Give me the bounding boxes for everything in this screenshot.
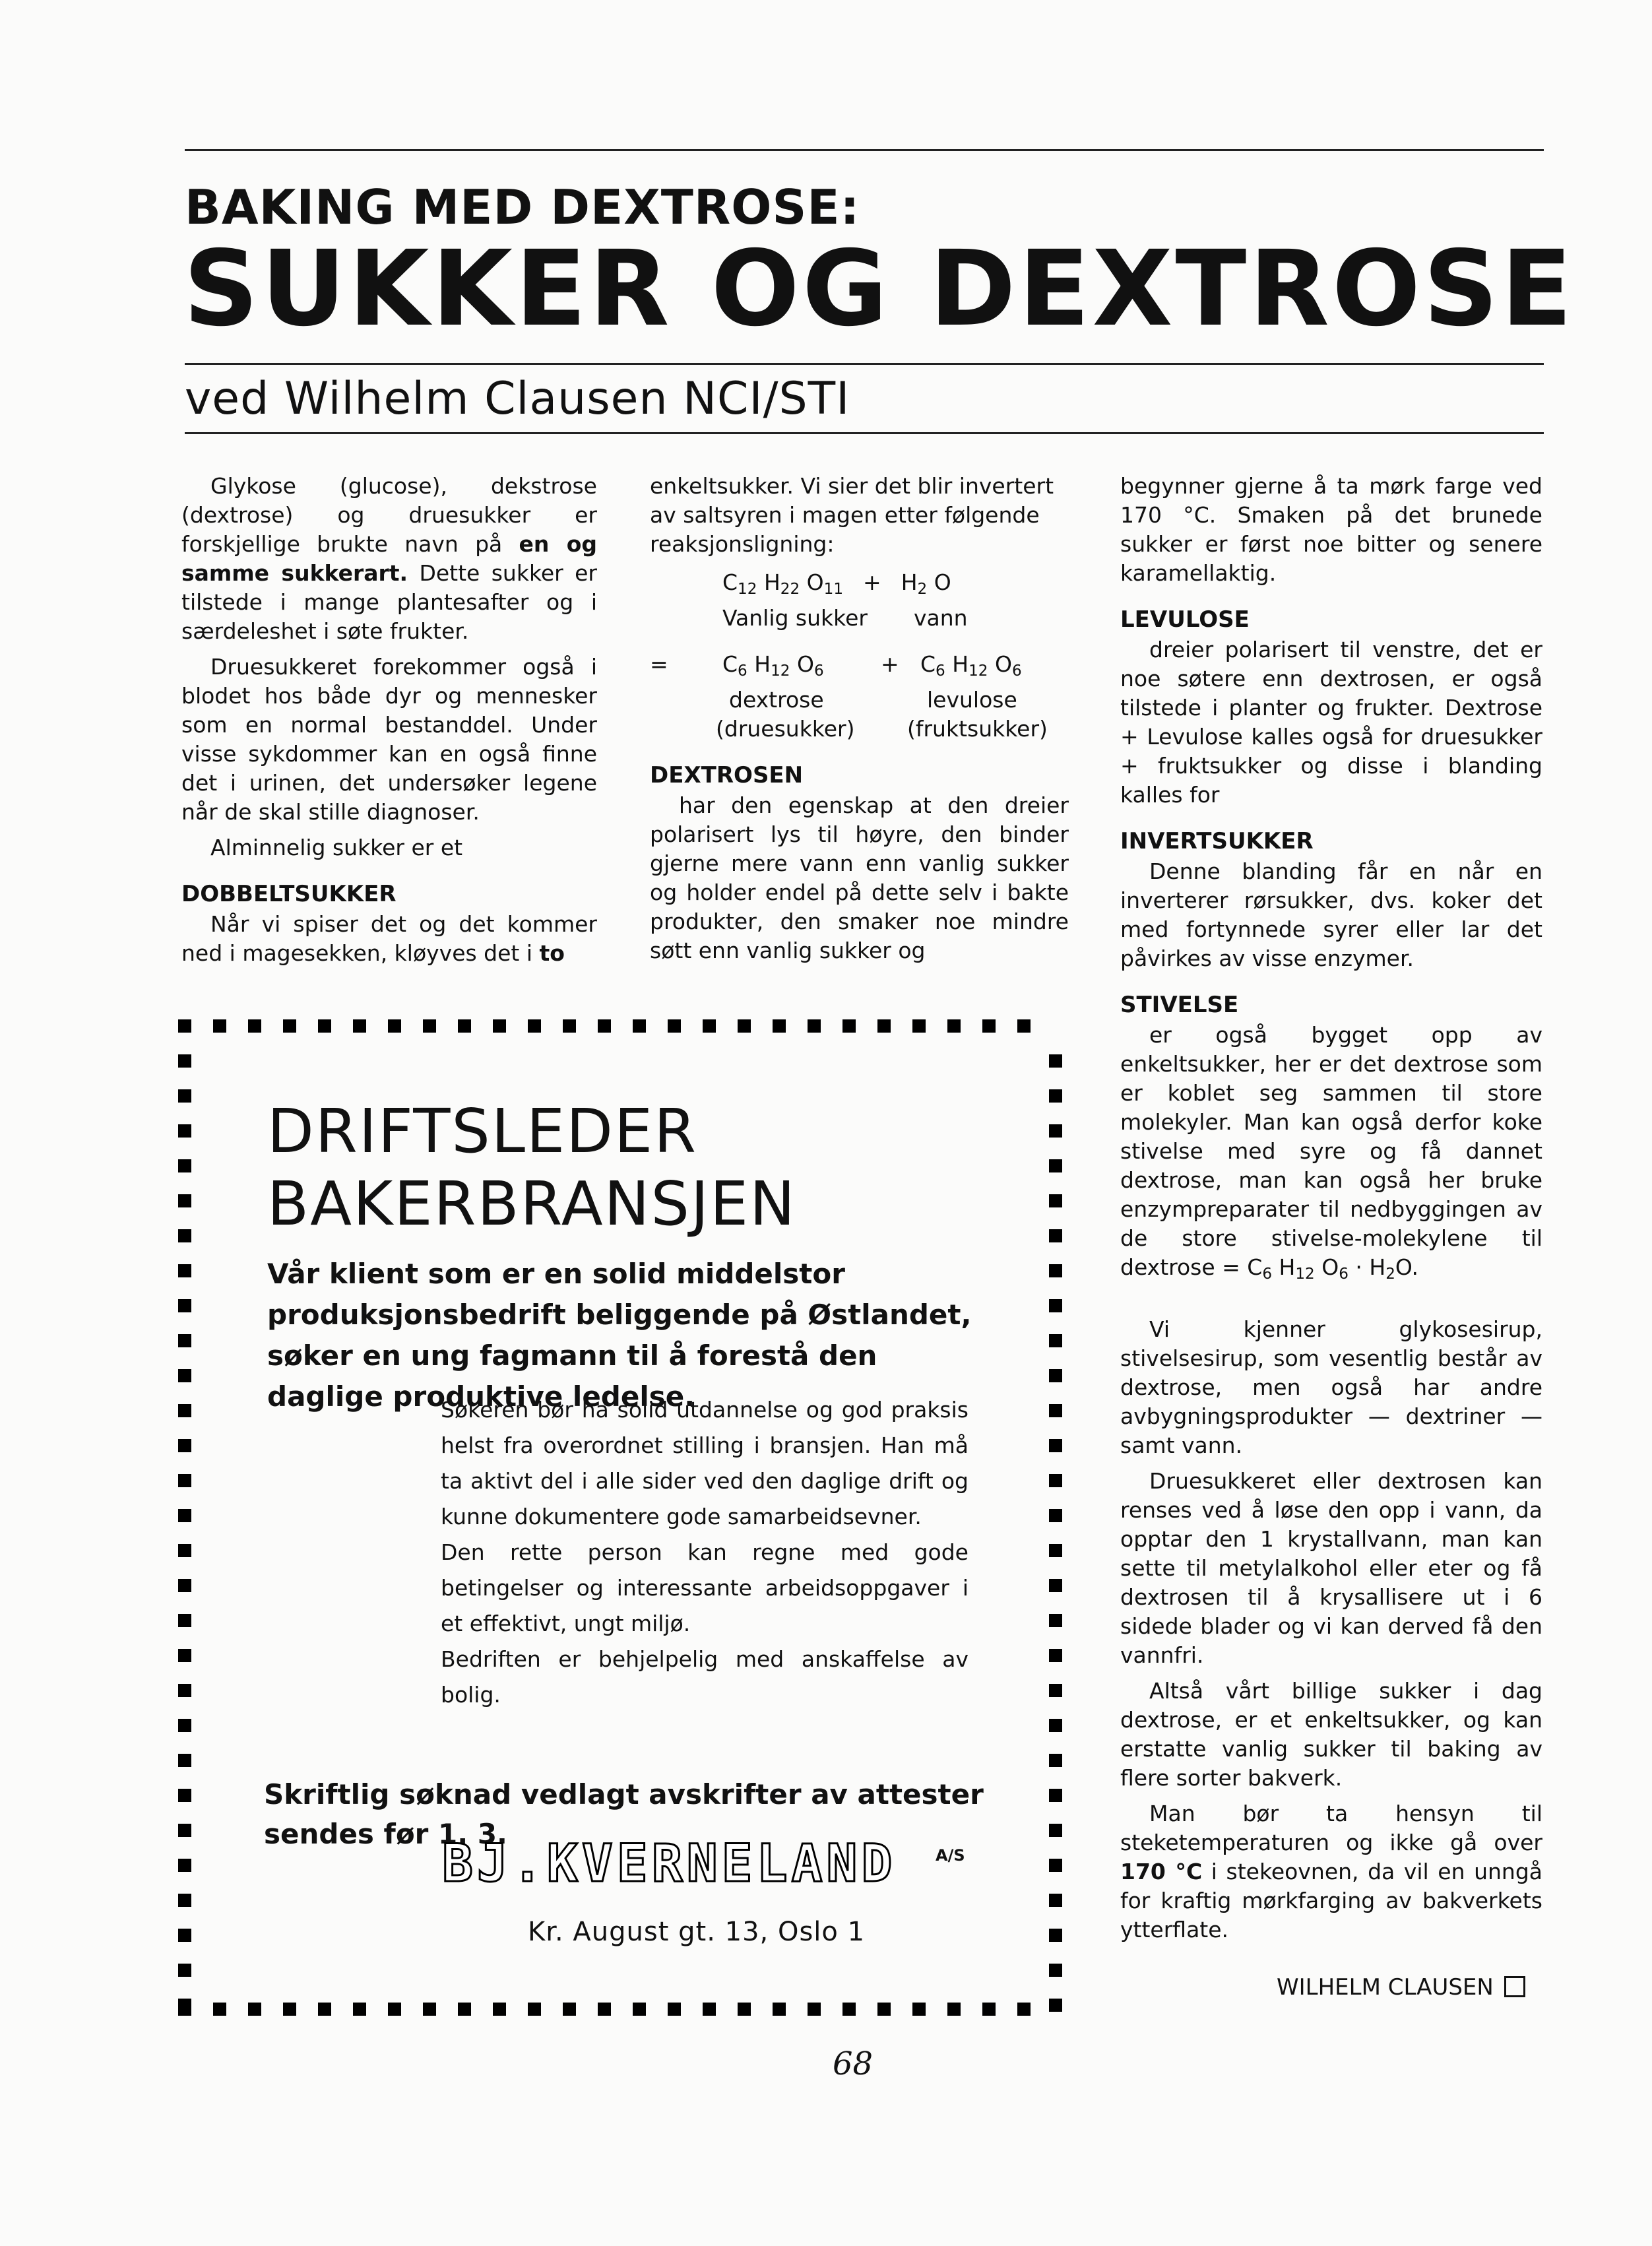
frame-dot [178, 1054, 191, 1068]
frame-dot [388, 2003, 401, 2016]
frame-dot [1049, 1369, 1062, 1382]
equation-labels: dextrose levulose [729, 686, 1017, 713]
frame-dot [1049, 1894, 1062, 1907]
frame-dot [178, 1859, 191, 1872]
paragraph: Alminnelig sukker er et [210, 835, 463, 860]
frame-dot [668, 2003, 681, 2016]
frame-dot [1049, 1334, 1062, 1347]
frame-dot [178, 1754, 191, 1767]
ad-lead: Vår klient som er en solid middelstor produksjonsbedrift beliggende på Østlandet, søker en ung fagmann til å forestå den daglige produktive ledelse. [267, 1258, 972, 1413]
frame-dot [982, 1019, 996, 1033]
frame-dot [458, 2003, 471, 2016]
frame-dot [178, 1684, 191, 1697]
frame-dot [773, 1019, 786, 1033]
frame-dot [1017, 1019, 1031, 1033]
frame-dot [178, 1964, 191, 1977]
frame-dot [877, 1019, 891, 1033]
paragraph: er også bygget opp av enkeltsukker, her er det dextrose som er koblet seg sammen til store molekyler. Man kan også derfor koke stivelse med syre og få dannet dextrose, man kan også her bruke enzympreparater til nedbyggingen av de store stivelse-molekylene til dextrose = $C_6$ $H_{12}$ $O_6 \cdot H_2O$. [1120, 1022, 1542, 1283]
end-mark-icon [1504, 1976, 1525, 1997]
ad-body [441, 1392, 969, 1713]
paragraph: enkeltsukker. Vi sier det blir invertert av saltsyren i magen etter følgende reaksjonsligning: [650, 473, 1054, 557]
frame-dot [1049, 1964, 1062, 1977]
frame-dot [1049, 1579, 1062, 1592]
frame-dot [912, 2003, 926, 2016]
frame-dot [598, 2003, 611, 2016]
frame-dot [388, 1019, 401, 1033]
frame-dot [353, 2003, 366, 2016]
company-logo: BJ.KVERNELAND [442, 1834, 897, 1894]
frame-dot [1017, 2003, 1031, 2016]
frame-dot [248, 2003, 261, 2016]
frame-dot [178, 1509, 191, 1522]
frame-dot [178, 1299, 191, 1312]
frame-dot [1049, 1264, 1062, 1277]
column-2 [650, 472, 1069, 972]
section-heading: LEVULOSE [1120, 606, 1250, 633]
section-heading: INVERTSUKKER [1120, 828, 1314, 854]
frame-dot [178, 1439, 191, 1452]
frame-dot [318, 2003, 331, 2016]
frame-dot [1049, 1929, 1062, 1942]
frame-dot [1049, 1474, 1062, 1487]
frame-dot [423, 1019, 436, 1033]
column-1 [181, 472, 597, 975]
frame-dot [1049, 1299, 1062, 1312]
equation-row: = $C_6$ $H_{12}$ $O_6$ + $C_6$ $H_{12}$ $O_6$ [650, 651, 1022, 680]
frame-dot [178, 1159, 191, 1172]
frame-dot [1049, 1999, 1062, 2012]
company-logo-suffix: A/S [936, 1846, 965, 1865]
page-number: 68 [833, 2045, 874, 2082]
reaction-equation [650, 568, 1069, 744]
ad-paragraph: Bedriften er behjelpelig med anskaffelse av bolig. [441, 1646, 969, 1708]
paragraph: Druesukkeret eller dextrosen kan renses ved å løse den opp i vann, da opptar den 1 krystallvann, man kan sette til metylalkohol eller eter og få dextrosen til å krysallisere ut i 6 sidede blader og vi kan derved få den vannfri. [1120, 1467, 1542, 1668]
frame-dot [178, 1369, 191, 1382]
frame-dot [1049, 1824, 1062, 1837]
frame-dot [178, 1334, 191, 1347]
column-3 [1120, 472, 1542, 1951]
frame-dot [458, 1019, 471, 1033]
equation-labels: Vanlig sukker vann [722, 604, 968, 631]
frame-dot [1049, 1439, 1062, 1452]
ad-title-line: DRIFTSLEDER [267, 1096, 698, 1167]
ad-paragraph: Den rette person kan regne med gode betingelser og interessante arbeidsoppgaver i et effektivt, ungt miljø. [441, 1539, 969, 1636]
frame-dot [668, 1019, 681, 1033]
frame-dot [178, 1544, 191, 1557]
frame-dot [353, 1019, 366, 1033]
frame-dot [808, 1019, 821, 1033]
frame-dot [1049, 1054, 1062, 1068]
paragraph: begynner gjerne å ta mørk farge ved 170 °C. Smaken på det brunede sukker er først noe bitter og senere karamellaktig. [1120, 473, 1542, 586]
paragraph: Glykose (glucose), dekstrose (dextrose) og druesukker er forskjellige brukte navn på en og samme sukkerart. Dette sukker er tilstede i mange plantesafter og i særdeleshet i søte frukter. [181, 473, 597, 644]
title-rule [185, 363, 1544, 365]
frame-dot [178, 1789, 191, 1802]
frame-dot [1049, 1789, 1062, 1802]
frame-dot [423, 2003, 436, 2016]
frame-dot [703, 2003, 716, 2016]
frame-dot [842, 2003, 856, 2016]
frame-dot [633, 2003, 646, 2016]
signature: WILHELM CLAUSEN [1277, 1974, 1525, 2001]
frame-dot [1049, 1124, 1062, 1138]
frame-dot [1049, 1719, 1062, 1732]
frame-dot [178, 1124, 191, 1138]
frame-dot [1049, 1614, 1062, 1627]
frame-dot [1049, 1754, 1062, 1767]
paragraph: Man bør ta hensyn til steketemperaturen og ikke gå over 170 °C i stekeovnen, da vil en unngå for kraftig mørkfarging av bakverkets ytterflate. [1120, 1800, 1542, 1942]
equation-row: $C_{12}$ $H_{22}$ $O_{11}$ + $H_2$ O [722, 569, 951, 598]
frame-dot [738, 1019, 751, 1033]
paragraph: Denne blanding får en når en inverterer rørsukker, dvs. koker det med fortynnede syrer eller lar det påvirkes av visse enzymer. [1120, 858, 1542, 971]
frame-dot [493, 2003, 506, 2016]
paragraph: Vi kjenner glykosesirup, stivelsesirup, som vesentlig består av dextrose, men også har andre avbygningsprodukter — dextriner — samt vann. [1120, 1316, 1542, 1458]
paragraph: Druesukkeret forekommer også i blodet hos både dyr og mennesker som en normal bestanddel. Under visse sykdommer kan en også finne det i urinen, det undersøker legene når de skal stille diagnoser. [181, 654, 597, 825]
frame-dot [982, 2003, 996, 2016]
section-heading: DOBBELTSUKKER [181, 881, 397, 907]
frame-dot [178, 1719, 191, 1732]
frame-dot [178, 1474, 191, 1487]
frame-dot [178, 1264, 191, 1277]
article-kicker: BAKING MED DEXTROSE: [185, 179, 860, 235]
frame-dot [633, 1019, 646, 1033]
company-address: Kr. August gt. 13, Oslo 1 [528, 1917, 866, 1947]
paragraph: Når vi spiser det og det kommer ned i magesekken, kløyves det i to [181, 911, 597, 966]
frame-dot [1049, 1404, 1062, 1417]
frame-dot [318, 1019, 331, 1033]
article-byline: ved Wilhelm Clausen NCI/STI [185, 373, 850, 425]
frame-dot [563, 2003, 576, 2016]
frame-dot [773, 2003, 786, 2016]
frame-dot [178, 1929, 191, 1942]
byline-rule [185, 432, 1544, 434]
section-heading: DEXTROSEN [650, 761, 804, 788]
paragraph: Altså vårt billige sukker i dag dextrose, er et enkeltsukker, og kan erstatte vanlig sukker til baking av flere sorter bakverk. [1120, 1677, 1542, 1791]
frame-dot [877, 2003, 891, 2016]
frame-dot [1049, 1684, 1062, 1697]
frame-dot [283, 1019, 296, 1033]
frame-dot [1049, 1229, 1062, 1242]
frame-dot [178, 1579, 191, 1592]
frame-dot [947, 1019, 961, 1033]
frame-dot [598, 1019, 611, 1033]
ad-title [267, 1095, 796, 1240]
paragraph: har den egenskap at den dreier polarisert lys til høyre, den binder gjerne mere vann enn vanlig sukker og holder endel på dette selv i bakte produkter, den smaker noe mindre søtt enn vanlig sukker og [650, 792, 1069, 963]
frame-dot [703, 1019, 716, 1033]
frame-dot [1049, 1089, 1062, 1103]
frame-dot [178, 1089, 191, 1103]
frame-dot [178, 1824, 191, 1837]
frame-dot [213, 2003, 226, 2016]
paragraph: dreier polarisert til venstre, det er noe søtere enn dextrosen, er også tilstede i planter og frukter. Dextrose + Levulose kalles også for druesukker + fruktsukker og disse i blanding kalles for [1120, 637, 1542, 808]
frame-dot [178, 1404, 191, 1417]
frame-dot [842, 1019, 856, 1033]
frame-dot [1049, 1159, 1062, 1172]
frame-dot [1049, 1544, 1062, 1557]
frame-dot [1049, 1649, 1062, 1662]
frame-dot [947, 2003, 961, 2016]
equation-labels: (druesukker) (fruktsukker) [716, 715, 1048, 742]
article-title: SUKKER OG DEXTROSE [183, 228, 1575, 350]
frame-dot [912, 1019, 926, 1033]
frame-dot [738, 2003, 751, 2016]
frame-dot [283, 2003, 296, 2016]
frame-dot [178, 1894, 191, 1907]
frame-dot [493, 1019, 506, 1033]
frame-dot [528, 2003, 541, 2016]
ad-closing: Skriftlig søknad vedlagt avskrifter av attester sendes før 1. 3. [264, 1778, 984, 1850]
frame-dot [213, 1019, 226, 1033]
frame-dot [178, 1229, 191, 1242]
frame-dot [1049, 1859, 1062, 1872]
frame-dot [178, 1194, 191, 1207]
frame-dot [528, 1019, 541, 1033]
frame-dot [178, 1019, 191, 1033]
frame-dot [178, 1649, 191, 1662]
frame-dot [563, 1019, 576, 1033]
section-heading: STIVELSE [1120, 992, 1239, 1018]
ad-paragraph: Søkeren bør ha solid utdannelse og god praksis helst fra overordnet stilling i bransjen. Han må ta aktivt del i alle sider ved den daglige drift og kunne dokumentere gode samarbeidsevner. [441, 1397, 969, 1529]
frame-dot [178, 1999, 191, 2012]
frame-dot [178, 1614, 191, 1627]
frame-dot [1049, 1194, 1062, 1207]
frame-dot [248, 1019, 261, 1033]
ad-title-line: BAKERBRANSJEN [267, 1169, 796, 1239]
frame-dot [808, 2003, 821, 2016]
top-rule [185, 149, 1544, 151]
frame-dot [1049, 1509, 1062, 1522]
